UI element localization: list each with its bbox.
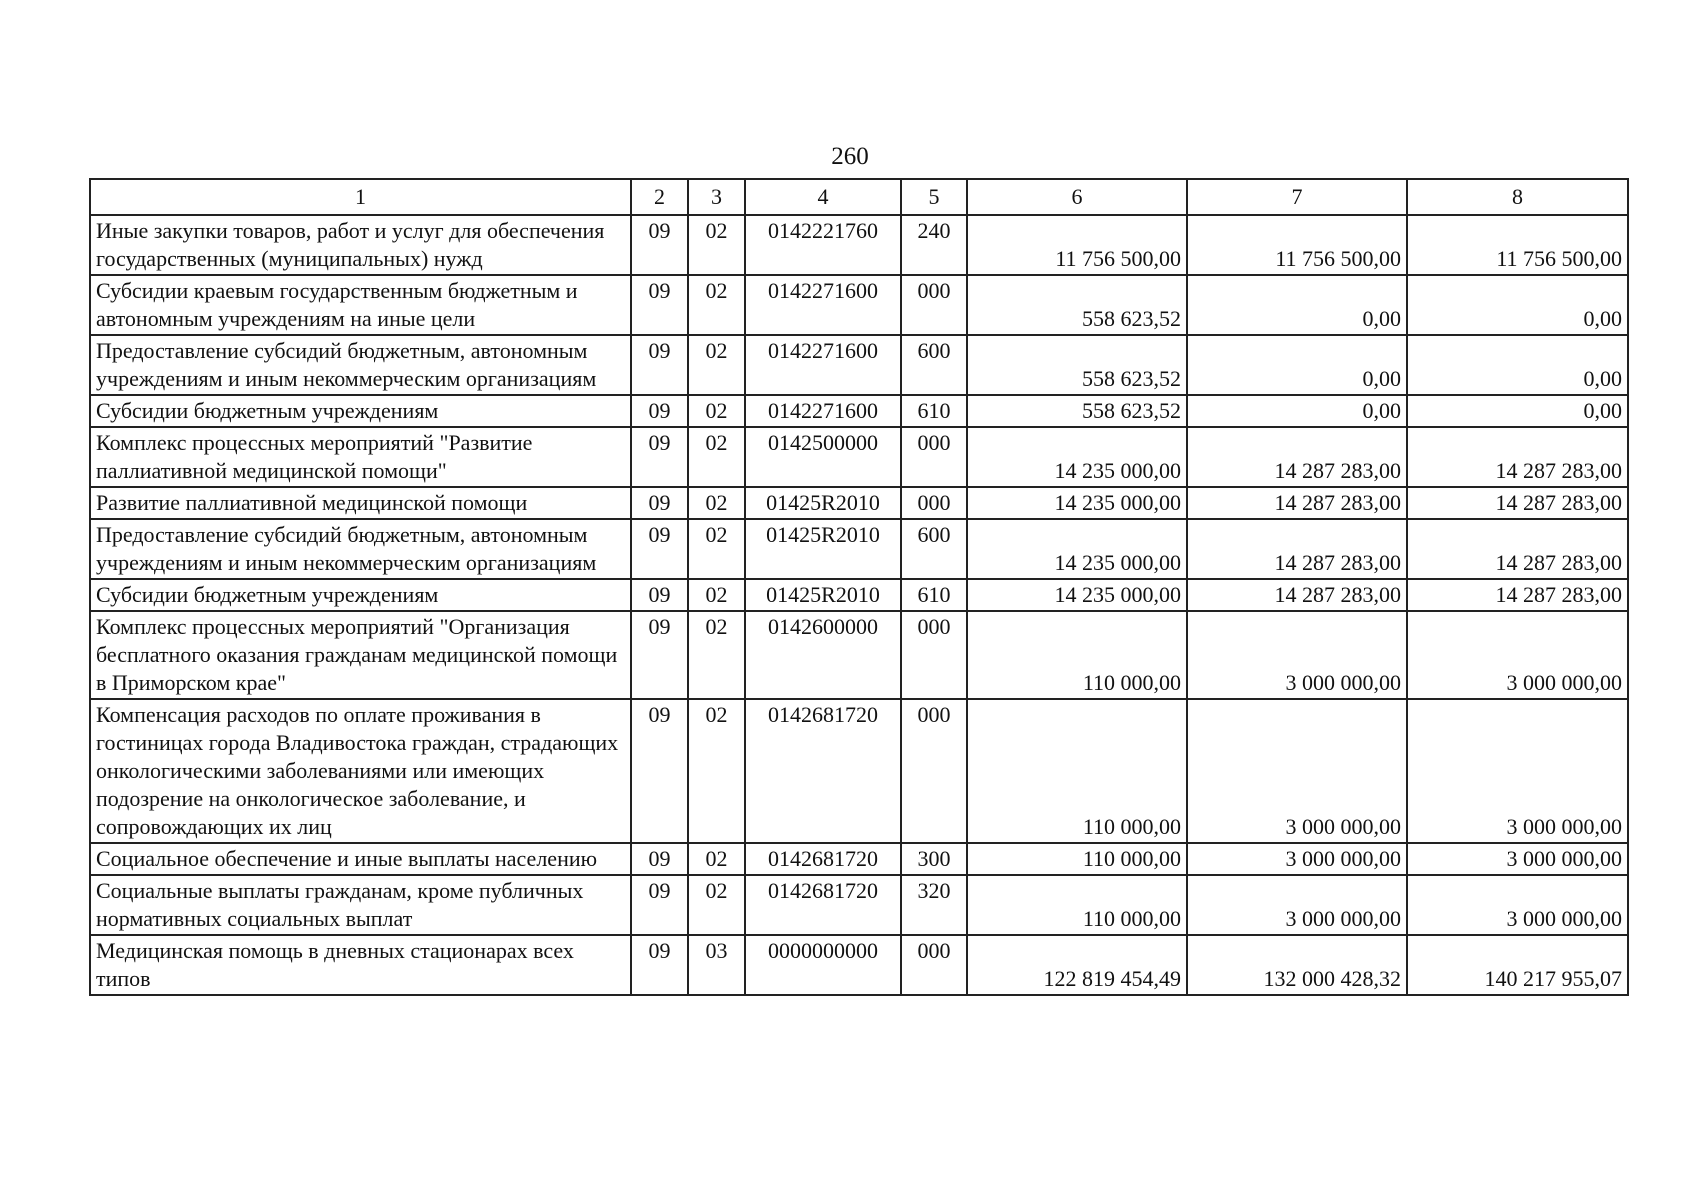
table-row xyxy=(90,579,1628,611)
expense-type-code: 000 xyxy=(901,487,967,519)
budget-table xyxy=(89,178,1629,996)
target-article-code: 0142600000 xyxy=(745,611,901,699)
target-article-code: 01425R2010 xyxy=(745,579,901,611)
column-header: 3 xyxy=(688,179,745,215)
amount-col8: 14 287 283,00 xyxy=(1407,427,1628,487)
amount-col8: 3 000 000,00 xyxy=(1407,611,1628,699)
amount-col6: 558 623,52 xyxy=(967,395,1187,427)
section-code: 09 xyxy=(631,519,688,579)
amount-col6: 110 000,00 xyxy=(967,875,1187,935)
subsection-code: 02 xyxy=(688,611,745,699)
amount-col8: 3 000 000,00 xyxy=(1407,699,1628,843)
table-row xyxy=(90,935,1628,995)
amount-col6: 558 623,52 xyxy=(967,335,1187,395)
amount-col6: 110 000,00 xyxy=(967,843,1187,875)
amount-col8: 14 287 283,00 xyxy=(1407,487,1628,519)
amount-col7: 3 000 000,00 xyxy=(1187,699,1407,843)
expense-type-code: 240 xyxy=(901,215,967,275)
amount-col6: 14 235 000,00 xyxy=(967,487,1187,519)
subsection-code: 02 xyxy=(688,395,745,427)
amount-col7: 11 756 500,00 xyxy=(1187,215,1407,275)
expense-type-code: 320 xyxy=(901,875,967,935)
target-article-code: 0142681720 xyxy=(745,875,901,935)
amount-col6: 14 235 000,00 xyxy=(967,427,1187,487)
amount-col8: 0,00 xyxy=(1407,395,1628,427)
subsection-code: 02 xyxy=(688,335,745,395)
subsection-code: 02 xyxy=(688,519,745,579)
target-article-code: 0142271600 xyxy=(745,395,901,427)
expense-type-code: 300 xyxy=(901,843,967,875)
amount-col7: 14 287 283,00 xyxy=(1187,427,1407,487)
column-header: 6 xyxy=(967,179,1187,215)
amount-col6: 558 623,52 xyxy=(967,275,1187,335)
amount-col6: 110 000,00 xyxy=(967,611,1187,699)
expense-name: Медицинская помощь в дневных стационарах всех типов xyxy=(90,935,631,995)
expense-type-code: 000 xyxy=(901,611,967,699)
amount-col8: 11 756 500,00 xyxy=(1407,215,1628,275)
amount-col8: 0,00 xyxy=(1407,275,1628,335)
amount-col7: 3 000 000,00 xyxy=(1187,843,1407,875)
amount-col7: 3 000 000,00 xyxy=(1187,611,1407,699)
column-header: 7 xyxy=(1187,179,1407,215)
table-row xyxy=(90,699,1628,843)
section-code: 09 xyxy=(631,487,688,519)
header-row xyxy=(90,179,1628,215)
amount-col6: 14 235 000,00 xyxy=(967,579,1187,611)
amount-col8: 140 217 955,07 xyxy=(1407,935,1628,995)
amount-col6: 14 235 000,00 xyxy=(967,519,1187,579)
amount-col8: 0,00 xyxy=(1407,335,1628,395)
expense-name: Социальное обеспечение и иные выплаты населению xyxy=(90,843,631,875)
subsection-code: 03 xyxy=(688,935,745,995)
expense-name: Развитие паллиативной медицинской помощи xyxy=(90,487,631,519)
expense-name: Субсидии бюджетным учреждениям xyxy=(90,395,631,427)
amount-col7: 0,00 xyxy=(1187,275,1407,335)
amount-col7: 14 287 283,00 xyxy=(1187,519,1407,579)
target-article-code: 0142500000 xyxy=(745,427,901,487)
expense-type-code: 000 xyxy=(901,275,967,335)
amount-col8: 3 000 000,00 xyxy=(1407,843,1628,875)
target-article-code: 01425R2010 xyxy=(745,487,901,519)
expense-type-code: 000 xyxy=(901,427,967,487)
expense-name: Социальные выплаты гражданам, кроме публичных нормативных социальных выплат xyxy=(90,875,631,935)
subsection-code: 02 xyxy=(688,579,745,611)
page-number: 260 xyxy=(831,143,869,170)
target-article-code: 0142681720 xyxy=(745,843,901,875)
section-code: 09 xyxy=(631,335,688,395)
expense-name: Компенсация расходов по оплате проживания в гостиницах города Владивостока граждан, страдающих онкологическими заболеваниями или имеющих подозрение на онкологическое заболевание, и сопровождающих их лиц xyxy=(90,699,631,843)
table-row xyxy=(90,487,1628,519)
table-row xyxy=(90,335,1628,395)
subsection-code: 02 xyxy=(688,487,745,519)
subsection-code: 02 xyxy=(688,427,745,487)
target-article-code: 01425R2010 xyxy=(745,519,901,579)
expense-name: Предоставление субсидий бюджетным, автономным учреждениям и иным некоммерческим организациям xyxy=(90,335,631,395)
expense-name: Комплекс процессных мероприятий "Развитие паллиативной медицинской помощи" xyxy=(90,427,631,487)
table-row xyxy=(90,427,1628,487)
column-header: 4 xyxy=(745,179,901,215)
table-row xyxy=(90,875,1628,935)
amount-col8: 14 287 283,00 xyxy=(1407,579,1628,611)
target-article-code: 0000000000 xyxy=(745,935,901,995)
amount-col6: 11 756 500,00 xyxy=(967,215,1187,275)
expense-type-code: 600 xyxy=(901,519,967,579)
table-row xyxy=(90,519,1628,579)
section-code: 09 xyxy=(631,395,688,427)
amount-col7: 14 287 283,00 xyxy=(1187,579,1407,611)
subsection-code: 02 xyxy=(688,843,745,875)
table-header xyxy=(90,179,1628,215)
table-row xyxy=(90,215,1628,275)
expense-name: Комплекс процессных мероприятий "Организация бесплатного оказания гражданам медицинской помощи в Приморском крае" xyxy=(90,611,631,699)
amount-col7: 14 287 283,00 xyxy=(1187,487,1407,519)
amount-col6: 110 000,00 xyxy=(967,699,1187,843)
table-row xyxy=(90,611,1628,699)
target-article-code: 0142681720 xyxy=(745,699,901,843)
table-row xyxy=(90,395,1628,427)
section-code: 09 xyxy=(631,427,688,487)
expense-name: Субсидии бюджетным учреждениям xyxy=(90,579,631,611)
section-code: 09 xyxy=(631,875,688,935)
expense-name: Предоставление субсидий бюджетным, автономным учреждениям и иным некоммерческим организациям xyxy=(90,519,631,579)
table-row xyxy=(90,275,1628,335)
amount-col7: 0,00 xyxy=(1187,335,1407,395)
expense-name: Субсидии краевым государственным бюджетным и автономным учреждениям на иные цели xyxy=(90,275,631,335)
expense-name: Иные закупки товаров, работ и услуг для обеспечения государственных (муниципальных) нужд xyxy=(90,215,631,275)
subsection-code: 02 xyxy=(688,215,745,275)
table-body xyxy=(90,215,1628,995)
section-code: 09 xyxy=(631,215,688,275)
expense-type-code: 000 xyxy=(901,699,967,843)
column-header: 1 xyxy=(90,179,631,215)
section-code: 09 xyxy=(631,579,688,611)
section-code: 09 xyxy=(631,275,688,335)
subsection-code: 02 xyxy=(688,875,745,935)
amount-col7: 0,00 xyxy=(1187,395,1407,427)
target-article-code: 0142221760 xyxy=(745,215,901,275)
section-code: 09 xyxy=(631,699,688,843)
subsection-code: 02 xyxy=(688,275,745,335)
column-header: 8 xyxy=(1407,179,1628,215)
section-code: 09 xyxy=(631,611,688,699)
amount-col7: 132 000 428,32 xyxy=(1187,935,1407,995)
expense-type-code: 610 xyxy=(901,579,967,611)
subsection-code: 02 xyxy=(688,699,745,843)
expense-type-code: 610 xyxy=(901,395,967,427)
section-code: 09 xyxy=(631,843,688,875)
table-row xyxy=(90,843,1628,875)
column-header: 2 xyxy=(631,179,688,215)
target-article-code: 0142271600 xyxy=(745,275,901,335)
column-header: 5 xyxy=(901,179,967,215)
expense-type-code: 000 xyxy=(901,935,967,995)
amount-col8: 3 000 000,00 xyxy=(1407,875,1628,935)
expense-type-code: 600 xyxy=(901,335,967,395)
amount-col7: 3 000 000,00 xyxy=(1187,875,1407,935)
target-article-code: 0142271600 xyxy=(745,335,901,395)
amount-col8: 14 287 283,00 xyxy=(1407,519,1628,579)
amount-col6: 122 819 454,49 xyxy=(967,935,1187,995)
section-code: 09 xyxy=(631,935,688,995)
